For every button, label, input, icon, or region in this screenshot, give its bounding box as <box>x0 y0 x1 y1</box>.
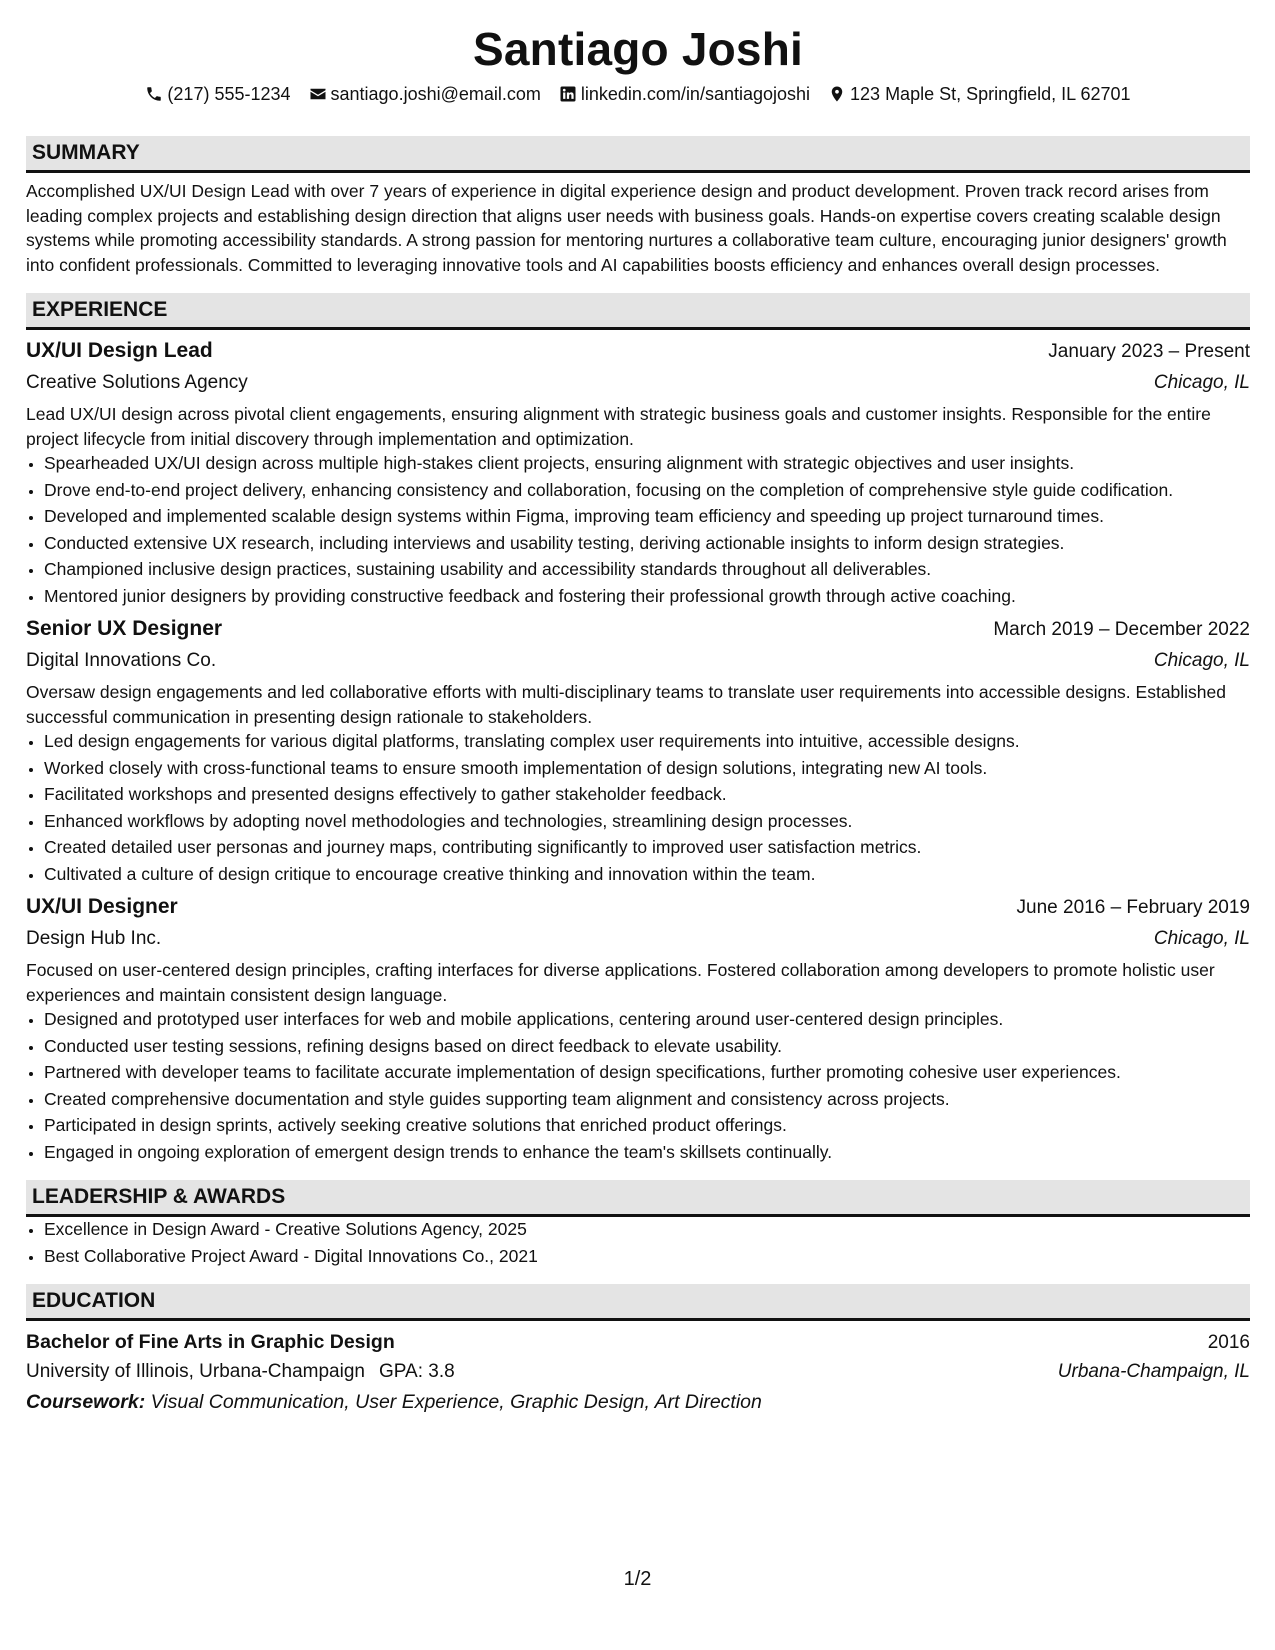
job-description: Lead UX/UI design across pivotal client engagements, ensuring alignment with strategic business goals and customer insights. Responsible for the entire project lifecycle from initial discovery through implementation and optimization. <box>26 404 1211 449</box>
coursework-label: Coursework: <box>26 1391 146 1413</box>
section-heading-education: EDUCATION <box>26 1284 1250 1321</box>
envelope-icon <box>309 85 327 103</box>
list-item: • Enhanced workflows by adopting novel methodologies and technologies, streamlining design processes. <box>44 809 1250 834</box>
list-item: • Mentored junior designers by providing constructive feedback and fostering their professional growth through active coaching. <box>44 584 1250 609</box>
contact-bar <box>26 82 1250 106</box>
map-marker-icon <box>828 85 846 103</box>
awards-list <box>26 1217 1250 1268</box>
list-item: • Engaged in ongoing exploration of emergent design trends to enhance the team's skillsets continually. <box>44 1140 1250 1165</box>
contact-phone <box>145 82 290 106</box>
job-entry <box>26 892 1250 1164</box>
list-item: • Partnered with developer teams to facilitate accurate implementation of design specifications, further promoting cohesive user experiences. <box>44 1060 1250 1085</box>
degree: Bachelor of Fine Arts in Graphic Design <box>26 1331 395 1353</box>
job-company: Design Hub Inc. <box>26 928 162 949</box>
phone-icon <box>145 85 163 103</box>
list-item: • Spearheaded UX/UI design across multiple high-stakes client projects, ensuring alignment with strategic objectives and user insights. <box>44 451 1250 476</box>
list-item: • Designed and prototyped user interfaces for web and mobile applications, centering around user-centered design principles. <box>44 1007 1250 1032</box>
coursework-list: Visual Communication, User Experience, Graphic Design, Art Direction <box>150 1391 762 1413</box>
list-item: • Cultivated a culture of design critique to encourage creative thinking and innovation within the team. <box>44 862 1250 887</box>
list-item: • Conducted extensive UX research, including interviews and usability testing, deriving actionable insights to inform design strategies. <box>44 531 1250 556</box>
job-description: Focused on user-centered design principles, crafting interfaces for diverse applications. Fostered collaboration among developers to promote holistic user experiences and maintain consistent design language. <box>26 960 1215 1005</box>
job-dates: June 2016 – February 2019 <box>1016 897 1250 918</box>
resume-page <box>26 0 1250 1418</box>
list-item: • Drove end-to-end project delivery, enhancing consistency and collaboration, focusing on the completion of comprehensive style guide codification. <box>44 478 1250 503</box>
list-item: • Championed inclusive design practices, sustaining usability and accessibility standards throughout all deliverables. <box>44 557 1250 582</box>
section-heading-experience: EXPERIENCE <box>26 293 1250 330</box>
list-item: • Excellence in Design Award - Creative Solutions Agency, 2025 <box>44 1217 1250 1242</box>
list-item: • Participated in design sprints, actively seeking creative solutions that enriched product offerings. <box>44 1113 1250 1138</box>
list-item: • Worked closely with cross-functional teams to ensure smooth implementation of design solutions, integrating new AI tools. <box>44 756 1250 781</box>
job-dates: March 2019 – December 2022 <box>993 619 1250 640</box>
school-location: Urbana-Champaign, IL <box>1057 1361 1250 1382</box>
list-item: • Conducted user testing sessions, refining designs based on direct feedback to elevate usability. <box>44 1034 1250 1059</box>
coursework-line <box>26 1386 1250 1418</box>
job-title: Senior UX Designer <box>26 617 223 640</box>
job-bullets <box>26 451 1250 608</box>
school-name: University of Illinois, Urbana-Champaign <box>26 1361 365 1382</box>
list-item: • Led design engagements for various digital platforms, translating complex user requirements into intuitive, accessible designs. <box>44 729 1250 754</box>
list-item: • Developed and implemented scalable design systems within Figma, improving team efficiency and speeding up project turnaround times. <box>44 504 1250 529</box>
job-location: Chicago, IL <box>1153 372 1250 393</box>
linkedin-text[interactable]: linkedin.com/in/santiagojoshi <box>580 84 811 104</box>
section-heading-summary: SUMMARY <box>26 136 1250 173</box>
list-item: • Created detailed user personas and journey maps, contributing significantly to improved user satisfaction metrics. <box>44 835 1250 860</box>
address-text: 123 Maple St, Springfield, IL 62701 <box>850 84 1131 104</box>
contact-linkedin[interactable] <box>559 82 810 106</box>
phone-text: (217) 555-1234 <box>167 84 291 104</box>
job-dates: January 2023 – Present <box>1048 341 1250 362</box>
list-item: • Created comprehensive documentation and style guides supporting team alignment and consistency across projects. <box>44 1087 1250 1112</box>
education-entry <box>26 1327 1250 1418</box>
contact-email[interactable] <box>309 82 541 106</box>
list-item: • Facilitated workshops and presented designs effectively to gather stakeholder feedback. <box>44 782 1250 807</box>
job-company: Creative Solutions Agency <box>26 372 248 393</box>
job-title: UX/UI Designer <box>26 895 178 918</box>
section-heading-awards: LEADERSHIP & AWARDS <box>26 1180 1250 1217</box>
job-location: Chicago, IL <box>1153 928 1250 949</box>
job-entry <box>26 614 1250 886</box>
contact-address <box>828 82 1131 106</box>
job-location: Chicago, IL <box>1153 650 1250 671</box>
job-entry <box>26 336 1250 608</box>
job-company: Digital Innovations Co. <box>26 650 217 671</box>
linkedin-icon <box>559 85 577 103</box>
job-title: UX/UI Design Lead <box>26 339 213 362</box>
candidate-name: Santiago Joshi <box>473 23 803 75</box>
school-line <box>26 1358 455 1386</box>
graduation-year: 2016 <box>1207 1332 1250 1353</box>
gpa: GPA: 3.8 <box>378 1361 455 1382</box>
email-text[interactable]: santiago.joshi@email.com <box>330 84 541 104</box>
list-item: • Best Collaborative Project Award - Digital Innovations Co., 2021 <box>44 1244 1250 1269</box>
job-bullets <box>26 729 1250 886</box>
job-description: Oversaw design engagements and led collaborative efforts with multi-disciplinary teams to translate user requirements into accessible designs. Established successful communication in presenting design rationale to stakeholders. <box>26 682 1227 727</box>
page-number: 1/2 <box>623 1568 652 1590</box>
summary-text: Accomplished UX/UI Design Lead with over 7 years of experience in digital experience design and product development. Proven track record arises from leading complex projects and establishing design direction that aligns user needs with business goals. Hands-on expertise covers creating scalable design systems while promoting accessibility standards. A strong passion for mentoring nurtures a collaborative team culture, encouraging junior designers' growth into confident professionals. Committed to leveraging innovative tools and AI capabilities boosts efficiency and enhances overall design processes. <box>26 181 1227 275</box>
job-bullets <box>26 1007 1250 1164</box>
